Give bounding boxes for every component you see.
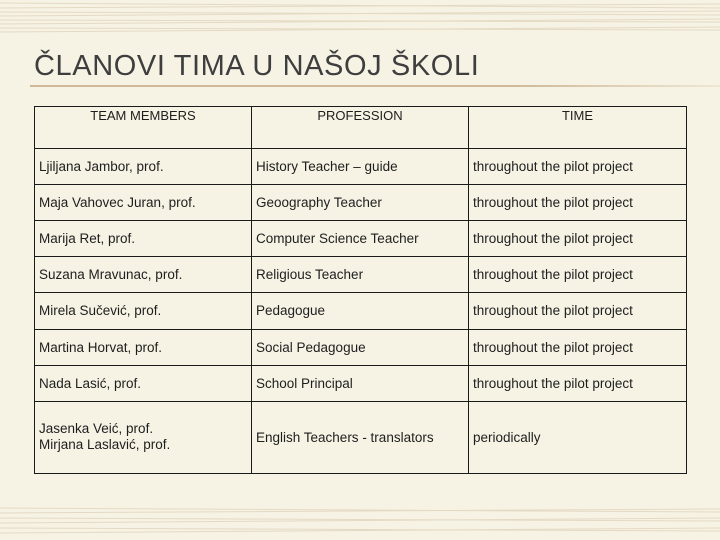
- title-divider: [30, 85, 720, 87]
- table-row: [35, 149, 687, 185]
- member-cell: Suzana Mravunac, prof.: [35, 257, 252, 293]
- time-cell: throughout the pilot project: [469, 365, 687, 401]
- member-cell: Maja Vahovec Juran, prof.: [35, 185, 252, 221]
- table-header-row: [35, 107, 687, 149]
- profession-cell: Religious Teacher: [252, 257, 469, 293]
- time-cell: throughout the pilot project: [469, 221, 687, 257]
- member-cell: [35, 401, 252, 473]
- decorative-stripes-bottom: [0, 500, 720, 540]
- profession-cell: English Teachers - translators: [252, 401, 469, 473]
- time-cell: throughout the pilot project: [469, 257, 687, 293]
- table-row: [35, 329, 687, 365]
- member-cell: Mirela Sučević, prof.: [35, 293, 252, 329]
- member-name: Mirjana Laslavić, prof.: [39, 437, 171, 453]
- profession-cell: Computer Science Teacher: [252, 221, 469, 257]
- member-name: Jasenka Veić, prof.: [39, 421, 154, 437]
- header-time: TIME: [469, 107, 687, 149]
- slide-title: ČLANOVI TIMA U NAŠOJ ŠKOLI: [34, 50, 480, 82]
- profession-cell: Social Pedagogue: [252, 329, 469, 365]
- table-row: [35, 221, 687, 257]
- time-cell: throughout the pilot project: [469, 149, 687, 185]
- member-cell: Martina Horvat, prof.: [35, 329, 252, 365]
- time-cell: periodically: [469, 401, 687, 473]
- table-row: [35, 257, 687, 293]
- profession-cell: School Principal: [252, 365, 469, 401]
- time-cell: throughout the pilot project: [469, 329, 687, 365]
- team-members-table: [34, 106, 687, 474]
- time-cell: throughout the pilot project: [469, 293, 687, 329]
- table-row: [35, 293, 687, 329]
- decorative-stripes-top: [0, 0, 720, 40]
- header-team-members: TEAM MEMBERS: [35, 107, 252, 149]
- member-cell: Marija Ret, prof.: [35, 221, 252, 257]
- time-cell: throughout the pilot project: [469, 185, 687, 221]
- member-cell: Ljiljana Jambor, prof.: [35, 149, 252, 185]
- member-cell: Nada Lasić, prof.: [35, 365, 252, 401]
- table-row: [35, 185, 687, 221]
- table-row: [35, 365, 687, 401]
- profession-cell: Pedagogue: [252, 293, 469, 329]
- profession-cell: History Teacher – guide: [252, 149, 469, 185]
- header-profession: PROFESSION: [252, 107, 469, 149]
- table-row: [35, 401, 687, 473]
- profession-cell: Geoography Teacher: [252, 185, 469, 221]
